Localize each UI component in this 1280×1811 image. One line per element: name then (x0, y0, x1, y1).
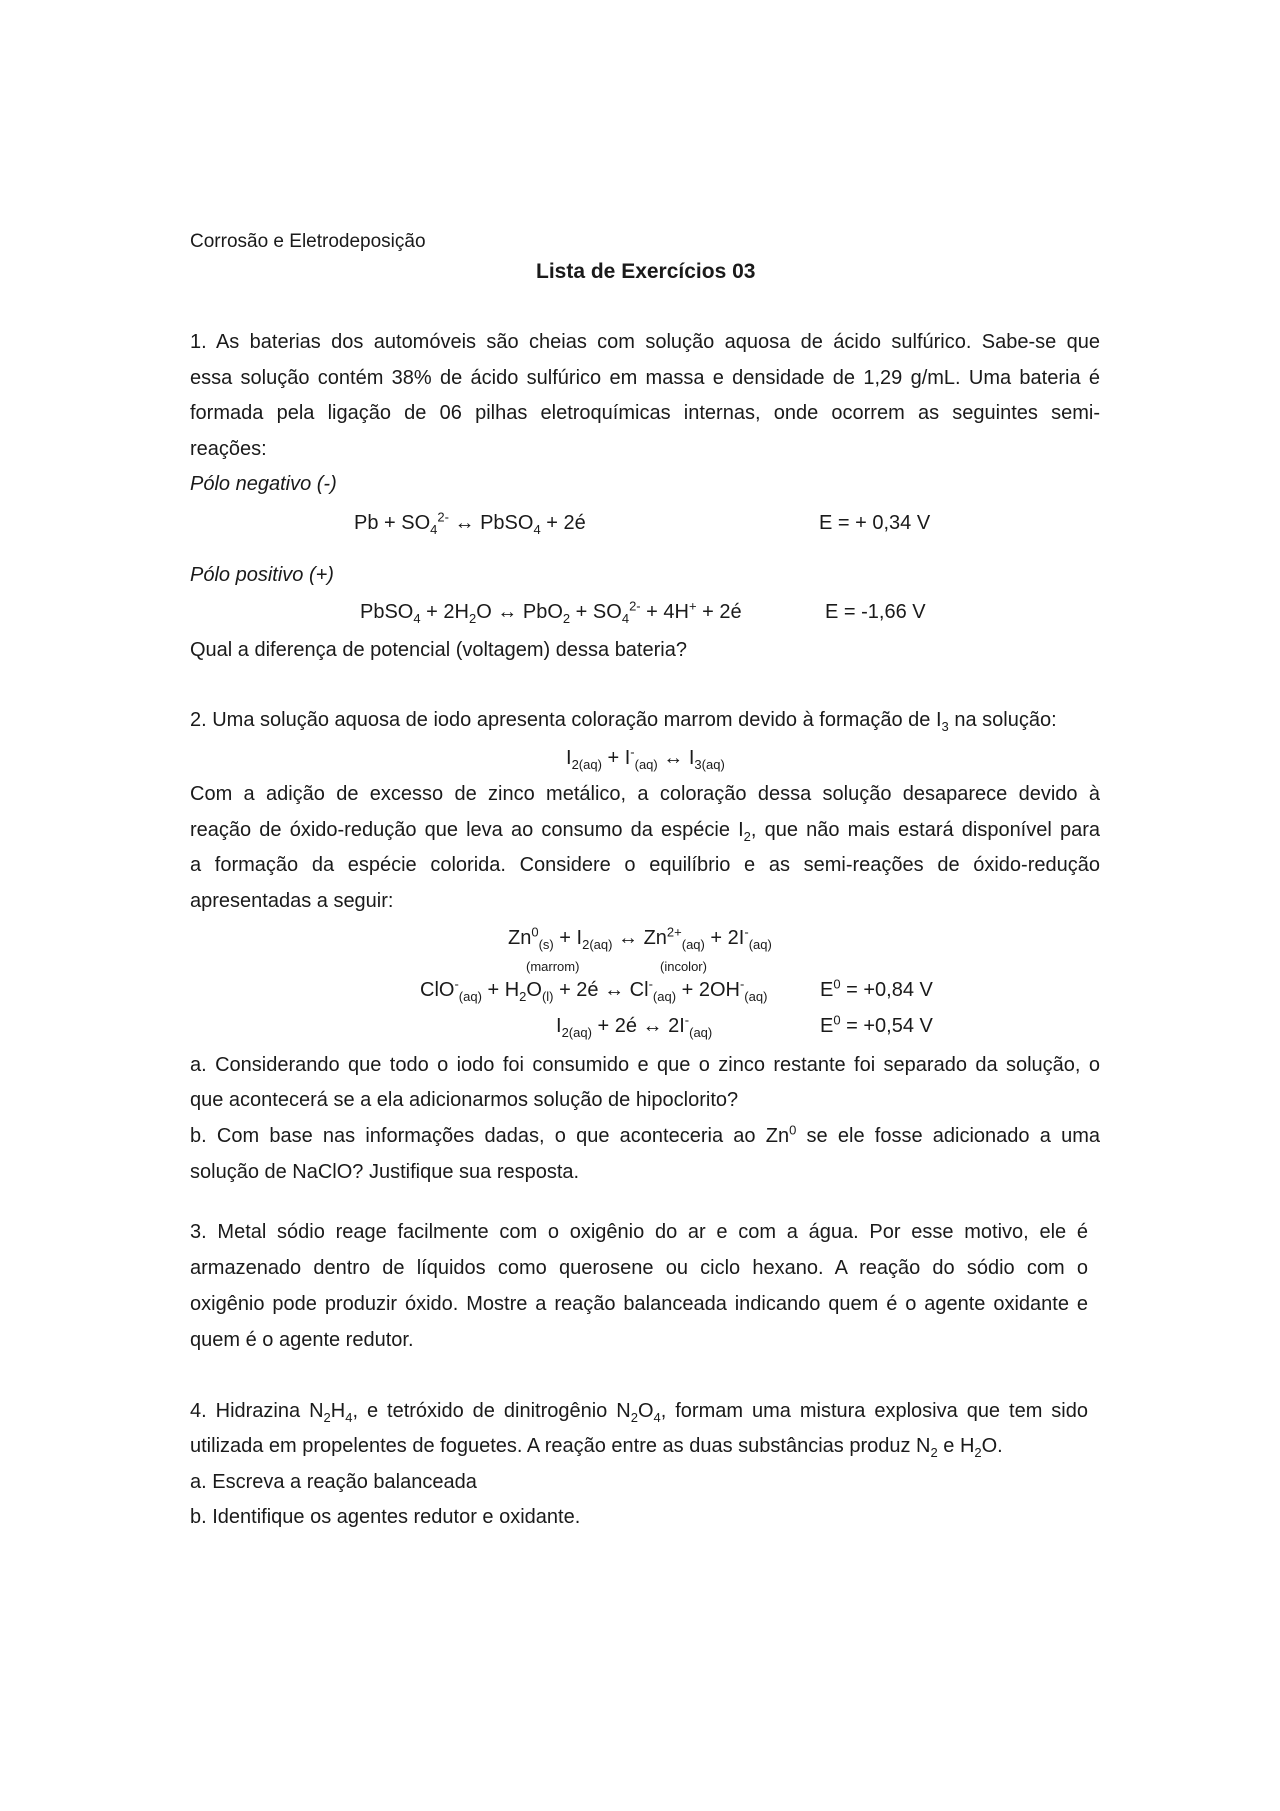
q4-line-2: utilizada em propelentes de foguetes. A reação entre as duas substâncias produz $N_2$ e $H_2O$. (190, 1435, 1003, 1460)
q2-equation-1: $I_{2(aq)} + I^-_{(aq)}$ ↔ $I_{3(aq)}$ (566, 744, 725, 772)
q1-positive-pole-label: Pólo positivo (+) (190, 564, 334, 586)
q2-note-incolor: (incolor) (660, 959, 707, 974)
q1-positive-potential: E = -1,66 V (825, 601, 926, 623)
q1-line-3: formada pela ligação de 06 pilhas eletroquímicas internas, onde ocorrem as seguintes semi- (190, 402, 1100, 424)
q2-intro: 2. Uma solução aquosa de iodo apresenta coloração marrom devido à formação de $I_3$ na solução: (190, 709, 1057, 734)
q1-negative-reaction: $Pb + SO_4^{2-}$ ↔ PbSO$_4$ + 2é (354, 509, 586, 537)
q1-question: Qual a diferença de potencial (voltagem) dessa bateria? (190, 639, 687, 661)
q2-equation-3-potential: $E^0 = +0,84$ V (820, 976, 933, 1001)
q1-positive-reaction: PbSO$_4$ + $2H_2O$ ↔ $PbO_2 + SO_4^{2-} + 4H^+$ + 2é (360, 598, 742, 626)
course-name: Corrosão e Eletrodeposição (190, 231, 426, 252)
q2-b-line-2: solução de NaClO? Justifique sua resposta. (190, 1161, 580, 1183)
q4-a: a. Escreva a reação balanceada (190, 1471, 477, 1493)
q2-a-line-2: que acontecerá se a ela adicionarmos solução de hipoclorito? (190, 1089, 739, 1111)
q1-negative-pole-label: Pólo negativo (-) (190, 473, 337, 495)
q2-equation-3: $ClO^-_{(aq)} + H_2O_{(l)}$ + 2é ↔ $Cl^-_{(aq)} + 2OH^-_{(aq)}$ (420, 976, 768, 1004)
q2-note-marrom: (marrom) (526, 959, 580, 974)
q2-line-3: a formação da espécie colorida. Considere o equilíbrio e as semi-reações de óxido-redução (190, 854, 1100, 876)
q1-line-4: reações: (190, 438, 267, 460)
q4-b: b. Identifique os agentes redutor e oxidante. (190, 1506, 581, 1528)
q1-line-1: 1. As baterias dos automóveis são cheias com solução aquosa de ácido sulfúrico. Sabe-se que (190, 331, 1100, 353)
q3-line-4: quem é o agente redutor. (190, 1329, 414, 1351)
q2-equation-4: $I_{2(aq)}$ + 2é ↔ $2I^-_{(aq)}$ (556, 1012, 713, 1040)
q3-line-3: oxigênio pode produzir óxido. Mostre a reação balanceada indicando quem é o agente oxidante e (190, 1293, 1088, 1315)
q1-line-2: essa solução contém 38% de ácido sulfúrico em massa e densidade de 1,29 g/mL. Uma bateria é (190, 367, 1100, 389)
q2-a-line-1: a. Considerando que todo o iodo foi consumido e que o zinco restante foi separado da solução, o (190, 1054, 1100, 1076)
q3-line-2: armazenado dentro de líquidos como querosene ou ciclo hexano. A reação do sódio com o (190, 1257, 1088, 1279)
q2-b-line-1: b. Com base nas informações dadas, o que aconteceria ao Zn$^0$ se ele fosse adicionado a uma (190, 1122, 1100, 1147)
q2-line-2: reação de óxido-redução que leva ao consumo da espécie $I_2$, que não mais estará disponível para (190, 819, 1100, 844)
q3-line-1: 3. Metal sódio reage facilmente com o oxigênio do ar e com a água. Por esse motivo, ele é (190, 1221, 1088, 1243)
q2-line-1: Com a adição de excesso de zinco metálico, a coloração dessa solução desaparece devido à (190, 783, 1100, 805)
page-title: Lista de Exercícios 03 (536, 260, 756, 283)
q2-equation-2: $Zn^0_{(s)} + I_{2(aq)}$ ↔ $Zn^{2+}_{(aq)} + 2I^-_{(aq)}$ (508, 924, 772, 952)
q1-negative-potential: E = + 0,34 V (819, 512, 931, 534)
q4-line-1: 4. Hidrazina $N_2H_4$, e tetróxido de dinitrogênio $N_2O_4$, formam uma mistura explosiva que tem sido (190, 1400, 1088, 1425)
q2-equation-4-potential: $E^0 = +0,54$ V (820, 1012, 933, 1037)
q2-line-4: apresentadas a seguir: (190, 890, 394, 912)
